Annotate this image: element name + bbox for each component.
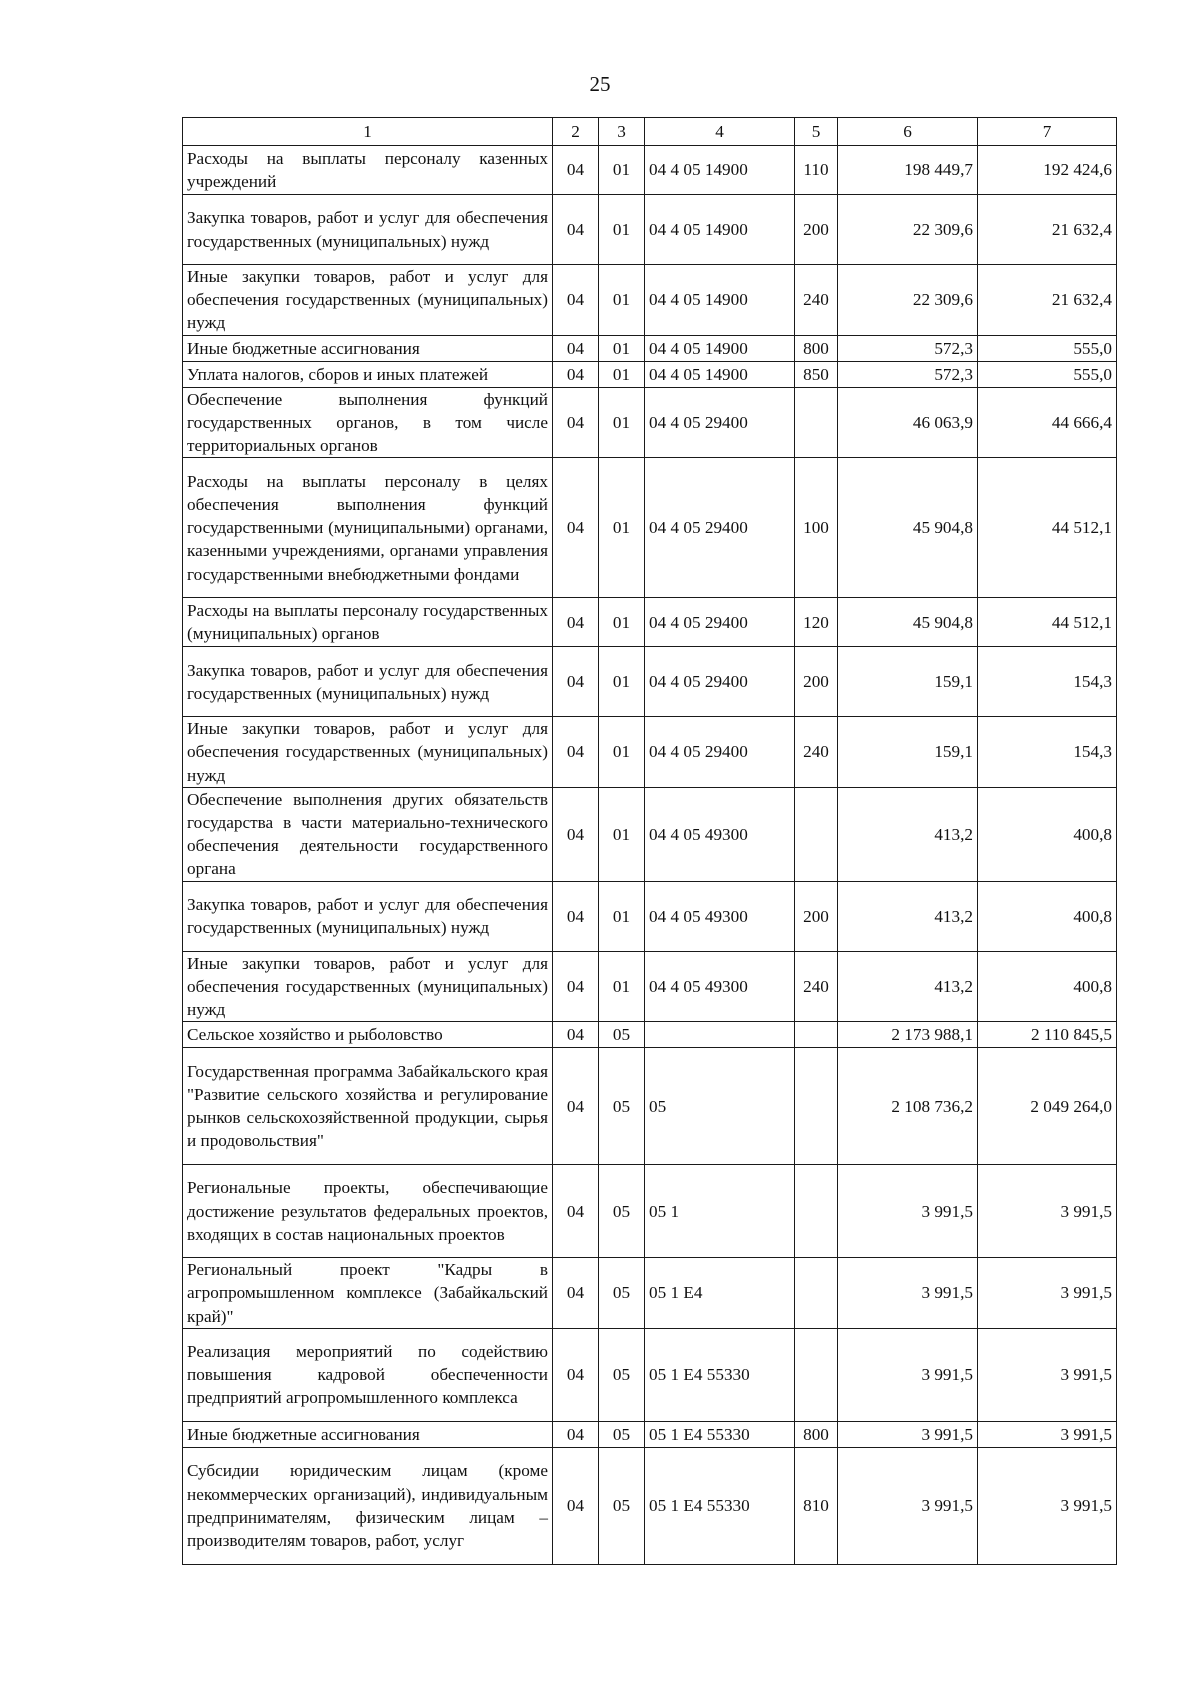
section-code: 04 [553, 1022, 599, 1048]
section-code: 04 [553, 458, 599, 598]
target-article-code: 04 4 05 14900 [645, 361, 795, 387]
amount-col-7: 21 632,4 [978, 195, 1117, 265]
expense-type-code [795, 1022, 838, 1048]
header-col-7: 7 [978, 118, 1117, 146]
amount-col-6: 159,1 [838, 717, 978, 788]
subsection-code: 01 [599, 951, 645, 1022]
subsection-code: 01 [599, 647, 645, 717]
target-article-code: 04 4 05 49300 [645, 787, 795, 881]
table-row [183, 335, 1117, 361]
row-description: Расходы на выплаты персоналу в целях обеспечения выполнения функций государственными (муниципальными) органами, казенными учреждениями, органами управления государственными внебюджетными фондами [183, 458, 553, 598]
expense-type-code: 240 [795, 951, 838, 1022]
table-row [183, 717, 1117, 788]
target-article-code: 04 4 05 49300 [645, 951, 795, 1022]
target-article-code: 04 4 05 49300 [645, 881, 795, 951]
section-code: 04 [553, 361, 599, 387]
amount-col-6: 413,2 [838, 787, 978, 881]
section-code: 04 [553, 387, 599, 458]
expense-type-code [795, 1258, 838, 1329]
section-code: 04 [553, 1258, 599, 1329]
budget-table [182, 117, 1117, 1565]
expense-type-code: 800 [795, 1421, 838, 1447]
section-code: 04 [553, 1048, 599, 1165]
subsection-code: 01 [599, 717, 645, 788]
row-description: Сельское хозяйство и рыболовство [183, 1022, 553, 1048]
expense-type-code [795, 1048, 838, 1165]
page-number: 25 [589, 72, 611, 96]
amount-col-6: 572,3 [838, 335, 978, 361]
amount-col-7: 400,8 [978, 951, 1117, 1022]
table-row [183, 195, 1117, 265]
table-row [183, 146, 1117, 195]
amount-col-7: 44 512,1 [978, 458, 1117, 598]
amount-col-7: 2 049 264,0 [978, 1048, 1117, 1165]
subsection-code: 05 [599, 1447, 645, 1564]
section-code: 04 [553, 647, 599, 717]
amount-col-7: 154,3 [978, 647, 1117, 717]
amount-col-6: 45 904,8 [838, 458, 978, 598]
table-row [183, 361, 1117, 387]
section-code: 04 [553, 146, 599, 195]
table-row [183, 1048, 1117, 1165]
amount-col-6: 3 991,5 [838, 1165, 978, 1258]
subsection-code: 01 [599, 458, 645, 598]
header-row [183, 118, 1117, 146]
expense-type-code: 200 [795, 195, 838, 265]
expense-type-code: 240 [795, 265, 838, 336]
subsection-code: 05 [599, 1421, 645, 1447]
target-article-code: 04 4 05 29400 [645, 387, 795, 458]
amount-col-6: 572,3 [838, 361, 978, 387]
row-description: Закупка товаров, работ и услуг для обеспечения государственных (муниципальных) нужд [183, 195, 553, 265]
table-row [183, 787, 1117, 881]
amount-col-6: 3 991,5 [838, 1447, 978, 1564]
expense-type-code: 110 [795, 146, 838, 195]
row-description: Уплата налогов, сборов и иных платежей [183, 361, 553, 387]
subsection-code: 01 [599, 265, 645, 336]
amount-col-6: 413,2 [838, 881, 978, 951]
section-code: 04 [553, 1421, 599, 1447]
section-code: 04 [553, 717, 599, 788]
amount-col-6: 46 063,9 [838, 387, 978, 458]
section-code: 04 [553, 1447, 599, 1564]
section-code: 04 [553, 1328, 599, 1421]
section-code: 04 [553, 787, 599, 881]
target-article-code: 05 1 Е4 55330 [645, 1421, 795, 1447]
amount-col-7: 555,0 [978, 335, 1117, 361]
amount-col-6: 2 108 736,2 [838, 1048, 978, 1165]
table-row [183, 881, 1117, 951]
table-row [183, 1022, 1117, 1048]
section-code: 04 [553, 335, 599, 361]
table-row [183, 1328, 1117, 1421]
row-description: Расходы на выплаты персоналу казенных учреждений [183, 146, 553, 195]
header-col-6: 6 [838, 118, 978, 146]
table-body [183, 146, 1117, 1565]
header-col-4: 4 [645, 118, 795, 146]
amount-col-6: 3 991,5 [838, 1258, 978, 1329]
amount-col-7: 3 991,5 [978, 1328, 1117, 1421]
row-description: Закупка товаров, работ и услуг для обеспечения государственных (муниципальных) нужд [183, 647, 553, 717]
row-description: Субсидии юридическим лицам (кроме некоммерческих организаций), индивидуальным предпринимателям, физическим лицам – производителям товаров, работ, услуг [183, 1447, 553, 1564]
amount-col-7: 3 991,5 [978, 1421, 1117, 1447]
amount-col-7: 555,0 [978, 361, 1117, 387]
target-article-code: 05 1 [645, 1165, 795, 1258]
target-article-code: 05 1 Е4 [645, 1258, 795, 1329]
target-article-code: 05 1 Е4 55330 [645, 1328, 795, 1421]
table-row [183, 1258, 1117, 1329]
target-article-code: 05 1 Е4 55330 [645, 1447, 795, 1564]
amount-col-7: 154,3 [978, 717, 1117, 788]
target-article-code: 04 4 05 29400 [645, 717, 795, 788]
table-row [183, 387, 1117, 458]
subsection-code: 01 [599, 146, 645, 195]
section-code: 04 [553, 881, 599, 951]
table-row [183, 458, 1117, 598]
row-description: Региональные проекты, обеспечивающие достижение результатов федеральных проектов, входящих в состав национальных проектов [183, 1165, 553, 1258]
amount-col-7: 21 632,4 [978, 265, 1117, 336]
target-article-code: 04 4 05 14900 [645, 265, 795, 336]
target-article-code: 04 4 05 29400 [645, 598, 795, 647]
amount-col-7: 44 512,1 [978, 598, 1117, 647]
amount-col-6: 413,2 [838, 951, 978, 1022]
target-article-code: 04 4 05 29400 [645, 647, 795, 717]
amount-col-7: 3 991,5 [978, 1165, 1117, 1258]
section-code: 04 [553, 1165, 599, 1258]
header-col-3: 3 [599, 118, 645, 146]
table-row [183, 951, 1117, 1022]
amount-col-7: 3 991,5 [978, 1447, 1117, 1564]
section-code: 04 [553, 265, 599, 336]
header-col-1: 1 [183, 118, 553, 146]
subsection-code: 01 [599, 195, 645, 265]
amount-col-7: 3 991,5 [978, 1258, 1117, 1329]
target-article-code: 04 4 05 14900 [645, 195, 795, 265]
row-description: Закупка товаров, работ и услуг для обеспечения государственных (муниципальных) нужд [183, 881, 553, 951]
header-col-5: 5 [795, 118, 838, 146]
expense-type-code: 120 [795, 598, 838, 647]
amount-col-6: 198 449,7 [838, 146, 978, 195]
row-description: Реализация мероприятий по содействию повышения кадровой обеспеченности предприятий агропромышленного комплекса [183, 1328, 553, 1421]
amount-col-6: 22 309,6 [838, 195, 978, 265]
row-description: Иные закупки товаров, работ и услуг для обеспечения государственных (муниципальных) нужд [183, 951, 553, 1022]
expense-type-code [795, 1165, 838, 1258]
target-article-code: 04 4 05 14900 [645, 146, 795, 195]
amount-col-7: 44 666,4 [978, 387, 1117, 458]
row-description: Расходы на выплаты персоналу государственных (муниципальных) органов [183, 598, 553, 647]
table-row [183, 265, 1117, 336]
row-description: Обеспечение выполнения других обязательств государства в части материально-технического обеспечения деятельности государственного органа [183, 787, 553, 881]
row-description: Региональный проект "Кадры в агропромышленном комплексе (Забайкальский край)" [183, 1258, 553, 1329]
subsection-code: 01 [599, 387, 645, 458]
section-code: 04 [553, 951, 599, 1022]
amount-col-6: 2 173 988,1 [838, 1022, 978, 1048]
amount-col-6: 45 904,8 [838, 598, 978, 647]
target-article-code [645, 1022, 795, 1048]
expense-type-code: 240 [795, 717, 838, 788]
amount-col-6: 22 309,6 [838, 265, 978, 336]
subsection-code: 05 [599, 1048, 645, 1165]
expense-type-code: 100 [795, 458, 838, 598]
table-row [183, 598, 1117, 647]
section-code: 04 [553, 195, 599, 265]
expense-type-code: 850 [795, 361, 838, 387]
row-description: Иные закупки товаров, работ и услуг для обеспечения государственных (муниципальных) нужд [183, 265, 553, 336]
expense-type-code [795, 1328, 838, 1421]
table-row [183, 647, 1117, 717]
expense-type-code [795, 387, 838, 458]
amount-col-7: 2 110 845,5 [978, 1022, 1117, 1048]
row-description: Иные закупки товаров, работ и услуг для обеспечения государственных (муниципальных) нужд [183, 717, 553, 788]
subsection-code: 05 [599, 1328, 645, 1421]
expense-type-code: 200 [795, 881, 838, 951]
amount-col-6: 159,1 [838, 647, 978, 717]
amount-col-7: 400,8 [978, 787, 1117, 881]
subsection-code: 01 [599, 361, 645, 387]
subsection-code: 05 [599, 1165, 645, 1258]
target-article-code: 04 4 05 14900 [645, 335, 795, 361]
target-article-code: 04 4 05 29400 [645, 458, 795, 598]
subsection-code: 01 [599, 787, 645, 881]
subsection-code: 01 [599, 335, 645, 361]
expense-type-code [795, 787, 838, 881]
row-description: Государственная программа Забайкальского края "Развитие сельского хозяйства и регулирование рынков сельскохозяйственной продукции, сырья и продовольствия" [183, 1048, 553, 1165]
expense-type-code: 200 [795, 647, 838, 717]
subsection-code: 01 [599, 881, 645, 951]
subsection-code: 05 [599, 1258, 645, 1329]
table-row [183, 1447, 1117, 1564]
subsection-code: 01 [599, 598, 645, 647]
amount-col-6: 3 991,5 [838, 1421, 978, 1447]
target-article-code: 05 [645, 1048, 795, 1165]
table-row [183, 1165, 1117, 1258]
subsection-code: 05 [599, 1022, 645, 1048]
expense-type-code: 800 [795, 335, 838, 361]
amount-col-7: 400,8 [978, 881, 1117, 951]
header-col-2: 2 [553, 118, 599, 146]
table-row [183, 1421, 1117, 1447]
amount-col-6: 3 991,5 [838, 1328, 978, 1421]
amount-col-7: 192 424,6 [978, 146, 1117, 195]
row-description: Обеспечение выполнения функций государственных органов, в том числе территориальных органов [183, 387, 553, 458]
section-code: 04 [553, 598, 599, 647]
row-description: Иные бюджетные ассигнования [183, 1421, 553, 1447]
expense-type-code: 810 [795, 1447, 838, 1564]
row-description: Иные бюджетные ассигнования [183, 335, 553, 361]
